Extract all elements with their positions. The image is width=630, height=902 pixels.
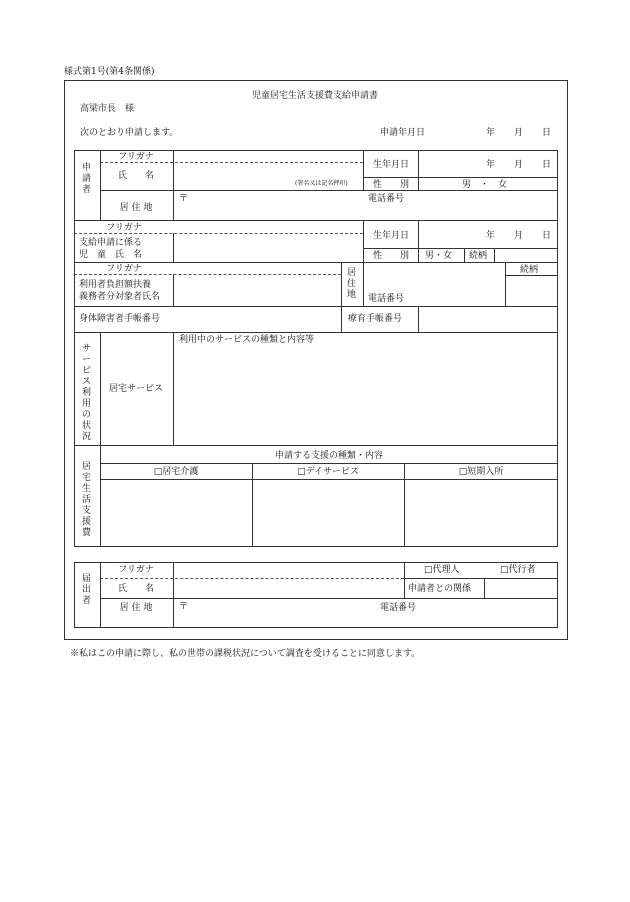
submitter-address-label: 居 住 地 [119, 603, 153, 613]
application-month: 月 [514, 128, 524, 138]
child-label-line2: 児 童 氏 名 [79, 250, 143, 260]
obligor-relationship-label: 続柄 [520, 265, 539, 275]
applicant-phone-label: 電話番号 [368, 194, 405, 204]
applicant-birthdate-label: 生年月日 [373, 160, 410, 170]
child-label-line1: 支給申請に係る [79, 238, 143, 248]
rehab-handbook-label: 療育手帳番号 [348, 314, 403, 324]
agent-checkbox-label: □代理人 [424, 565, 460, 575]
applicant-birth-month: 月 [514, 160, 524, 170]
obligor-phone-label: 電話番号 [368, 294, 405, 304]
applicant-gender-options: 男 ・ 女 [462, 180, 508, 190]
submitter-section-label: 届出者 [81, 574, 91, 606]
application-year: 年 [486, 128, 496, 138]
addressee: 高梁市長 様 [80, 104, 135, 114]
submitter-furigana-label: フリガナ [118, 565, 154, 575]
obligor-label-line2: 義務者分対象者氏名 [79, 292, 161, 302]
child-furigana-label: フリガナ [106, 223, 142, 233]
applicant-postal-mark: 〒 [179, 194, 189, 204]
home-service-label: 居宅サービス [108, 384, 164, 394]
child-gender-label: 性 別 [373, 251, 410, 261]
applicant-birth-day: 日 [542, 160, 552, 170]
form-title: 児童居宅生活支援費支給申請書 [251, 91, 379, 101]
obligor-furigana-label: フリガナ [106, 264, 142, 274]
form-number: 様式第1号(第4条関係) [64, 67, 155, 77]
service-status-section-label: サービス利用の状況 [81, 344, 91, 442]
support-option-short-stay: □短期入所 [458, 467, 504, 477]
applicant-gender-label: 性 別 [373, 180, 410, 190]
support-section-label: 居宅生活支援費 [81, 462, 91, 538]
service-description-label: 利用中のサービスの種類と内容等 [179, 335, 315, 345]
signature-note: (署名又は記名押印) [295, 180, 348, 187]
child-birth-month: 月 [514, 231, 524, 241]
submitter-postal-mark: 〒 [179, 602, 189, 612]
support-option-home-care: □居宅介護 [153, 467, 199, 477]
child-birth-year: 年 [486, 231, 496, 241]
child-birthdate-label: 生年月日 [373, 231, 410, 241]
submitter-phone-label: 電話番号 [380, 603, 417, 613]
physical-handbook-label: 身体障害者手帳番号 [79, 314, 161, 324]
relation-label: 申請者との関係 [408, 584, 472, 594]
submitter-name-label: 氏 名 [117, 584, 155, 594]
obligor-label-line1: 利用者負担額扶養 [79, 280, 152, 290]
support-option-day-service: □デイサービス [297, 467, 359, 477]
applicant-address-label: 居 住 地 [119, 203, 153, 213]
applicant-name-label: 氏 名 [117, 171, 155, 181]
applicant-section-label: 申請者 [81, 163, 91, 195]
obligor-residence-label: 居住地 [346, 268, 356, 300]
application-day: 日 [542, 128, 552, 138]
applicant-birth-year: 年 [486, 160, 496, 170]
child-gender-options: 男・女 [425, 251, 453, 261]
application-date-label: 申請年月日 [380, 128, 426, 138]
child-relationship-label: 続柄 [469, 251, 488, 261]
intro-text: 次のとおり申請します。 [80, 128, 179, 138]
consent-note: ※私はこの申請に際し、私の世帯の課税状況について調査を受けることに同意します。 [70, 649, 421, 659]
support-header: 申請する支援の種類・内容 [274, 451, 384, 461]
child-birth-day: 日 [542, 231, 552, 241]
applicant-furigana-label: フリガナ [118, 152, 154, 162]
proxy-checkbox-label: □代行者 [500, 565, 536, 575]
